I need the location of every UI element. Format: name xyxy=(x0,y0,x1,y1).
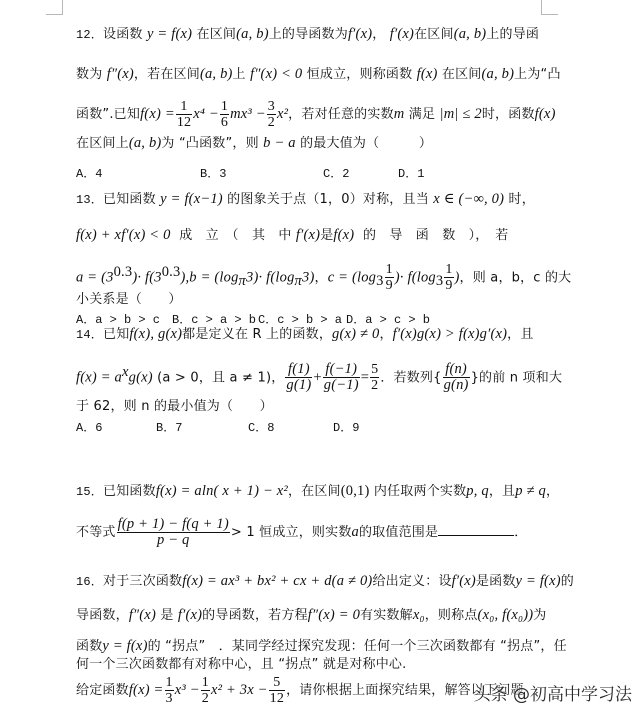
denominator: g(n) xyxy=(443,377,469,394)
math: f″(x) xyxy=(128,607,156,623)
math: f′(x) xyxy=(451,573,476,589)
text: 小关系是（ ） xyxy=(76,292,182,307)
math: x² + 3x − xyxy=(210,682,268,698)
math: f′(x) xyxy=(177,607,203,623)
denominator: 2 xyxy=(201,691,209,706)
math: b = (log xyxy=(189,269,239,286)
question-number: 12． xyxy=(76,28,104,42)
q13-line1 xyxy=(76,191,535,208)
math: x ∈ (−∞, 0) xyxy=(433,191,505,207)
denominator: 12 xyxy=(176,115,192,130)
text: 于 62，则 n 的最小值为（ ） xyxy=(76,399,273,414)
numerator: 1 xyxy=(445,262,453,278)
numerator: 1 xyxy=(220,99,229,114)
math: y = f(x) xyxy=(102,638,148,654)
page-corner-mark-right xyxy=(541,0,558,15)
option-a[interactable]: A．4 xyxy=(76,167,103,181)
option-c[interactable]: C．2 xyxy=(323,167,350,181)
fraction xyxy=(201,675,210,706)
subscript: π xyxy=(238,272,247,289)
text: 时，函数 xyxy=(481,107,535,122)
math: )· f(log xyxy=(394,269,436,286)
denominator: 9 xyxy=(445,278,453,294)
q16-line4 xyxy=(76,657,406,673)
q15-line1 xyxy=(76,483,559,500)
math: a xyxy=(351,524,359,540)
text: ，若在区间 xyxy=(133,67,200,82)
text: ， xyxy=(545,484,560,499)
text: ． xyxy=(514,525,528,540)
math: (a, b) xyxy=(453,26,487,42)
q13-line2 xyxy=(76,227,508,244)
math: f′(x) xyxy=(347,26,373,42)
question-number: 16． xyxy=(76,575,104,589)
math: x⁴ − xyxy=(193,106,219,122)
exponent: 0.3 xyxy=(161,264,181,280)
text: 的取值范围是 xyxy=(358,525,439,540)
option-b[interactable]: B．3 xyxy=(200,167,227,181)
text: 为 “凸函数”，则 xyxy=(161,136,259,151)
math: (a, b) xyxy=(481,66,515,82)
text: }的前 n 项和大 xyxy=(470,370,563,386)
numerator: 1 xyxy=(165,675,173,690)
subscript: π xyxy=(294,272,302,289)
option-a[interactable]: A．6 xyxy=(76,421,103,435)
text: 是函数 xyxy=(475,574,516,589)
math: g(x) xyxy=(128,369,153,386)
numerator: 1 xyxy=(385,262,393,278)
math: m xyxy=(393,106,405,122)
q14-line3 xyxy=(76,399,273,415)
text: 上 xyxy=(232,67,246,82)
numerator: f(n) xyxy=(443,362,470,378)
text: 函数 xyxy=(76,639,103,654)
math: 3)· f(log xyxy=(246,269,295,286)
math: mx³ − xyxy=(230,106,266,122)
math: (a, b) xyxy=(236,26,269,42)
math: p ≠ q xyxy=(515,483,546,499)
option-c[interactable]: C．8 xyxy=(248,421,275,435)
text: 的 “拐点” ．某同学经过探究发现：任何一个三次函数都有 “拐点”，任 xyxy=(147,639,567,654)
option-d[interactable]: D．9 xyxy=(333,421,360,435)
math: f(x) = xyxy=(128,682,164,698)
denominator: 2 xyxy=(371,378,379,394)
q12-line4 xyxy=(76,135,432,152)
option-d[interactable]: D．1 xyxy=(398,167,425,181)
math: y = f(x) xyxy=(146,26,193,42)
text: ， xyxy=(379,327,393,342)
text: 有实数解 xyxy=(360,608,413,623)
math: f″(x) < 0 xyxy=(250,66,303,82)
q12-line3 xyxy=(76,96,556,133)
text: 成 立 （ 其 中 xyxy=(179,228,292,243)
text: 对于三次函数 xyxy=(103,574,183,589)
text: 内任取两个实数 xyxy=(373,484,467,499)
numerator: f(p + 1) − f(q + 1) xyxy=(117,516,229,532)
math: f′(x)g(x) > f(x)g′(x) xyxy=(392,326,508,342)
math: f(x) = aln( x + 1) − x² xyxy=(155,483,288,499)
q12-line2 xyxy=(76,66,561,83)
math: f(x) = ax³ + bx² + cx + d(a ≠ 0) xyxy=(182,573,373,589)
text: 不等式 xyxy=(76,525,116,540)
text: 已知函数 xyxy=(103,192,156,207)
math: y = f(x−1) xyxy=(160,191,223,207)
numerator: 1 xyxy=(201,675,209,690)
denominator: 2 xyxy=(267,115,275,130)
question-number: 15． xyxy=(76,485,104,499)
fraction xyxy=(285,362,312,393)
text: ， xyxy=(314,270,328,286)
text: 已知 xyxy=(103,327,130,342)
math: f(x), g(x) xyxy=(129,326,183,342)
fraction xyxy=(269,675,285,706)
q16-line2 xyxy=(76,607,547,624)
math: (a, b) xyxy=(128,135,162,151)
text: 在区间 xyxy=(441,67,482,82)
math: c = (log xyxy=(327,269,377,286)
option-c[interactable]: C．c > b > a xyxy=(258,313,343,327)
math: (x₀, f(x₀)) xyxy=(477,607,534,623)
fraction xyxy=(117,517,230,548)
q13-line4 xyxy=(76,292,182,308)
text: 是 xyxy=(160,608,174,623)
math: f(x) xyxy=(534,106,556,122)
fraction xyxy=(176,99,192,130)
question-number: 14． xyxy=(76,328,104,342)
subscript: 3 xyxy=(376,272,384,289)
fraction xyxy=(444,262,453,293)
fraction xyxy=(267,99,276,130)
fraction xyxy=(385,262,394,293)
option-b[interactable]: B．7 xyxy=(156,421,183,435)
math: y = f(x) xyxy=(515,573,561,589)
numerator: 5 xyxy=(371,362,379,378)
math: b − a xyxy=(263,135,296,151)
subscript: 3 xyxy=(435,272,444,289)
math: )· f(3 xyxy=(132,269,162,286)
text: ，且 xyxy=(488,484,516,499)
math: = xyxy=(360,369,370,386)
math: + xyxy=(313,369,322,386)
text: ．若数列{ xyxy=(380,370,442,386)
text: ，则称点 xyxy=(424,608,478,623)
text: 何一个三次函数都有对称中心，且 “拐点” 就是对称中心. xyxy=(76,657,407,672)
fraction xyxy=(165,675,174,706)
text: 的导函数，若方程 xyxy=(202,608,308,623)
text: 在区间上 xyxy=(76,136,129,151)
option-d[interactable]: D．a > c > b xyxy=(346,313,431,327)
text: 的最大值为（ ） xyxy=(300,136,433,151)
math: g(x) ≠ 0 xyxy=(332,326,380,342)
option-a[interactable]: A．a > b > c xyxy=(76,313,161,327)
text: ，在区间 xyxy=(287,484,341,499)
fraction xyxy=(370,362,379,393)
math: x³ − xyxy=(174,682,200,698)
text: 在区间 xyxy=(414,27,454,42)
math: a = (3 xyxy=(76,269,114,286)
text: 为 xyxy=(533,608,547,623)
math: ), xyxy=(180,269,190,286)
q16-line1 xyxy=(76,573,574,590)
answer-blank[interactable] xyxy=(438,523,514,536)
text: 函数”.已知 xyxy=(76,107,141,122)
text: 的 导 函 数 ）， 若 xyxy=(363,228,509,243)
math: f(x) xyxy=(416,66,438,82)
numerator: f(1) xyxy=(285,362,312,378)
text: 满足 xyxy=(408,107,436,122)
numerator: f(−1) xyxy=(323,362,360,378)
denominator: 6 xyxy=(220,115,229,130)
text: 的 xyxy=(560,574,574,589)
math: f(x) = a xyxy=(76,369,123,386)
q16-line5 xyxy=(76,672,524,709)
q14-line1 xyxy=(76,326,534,343)
denominator: 12 xyxy=(269,691,285,706)
fraction xyxy=(443,362,470,393)
text: 已知函数 xyxy=(103,484,156,499)
text: 给出定义：设 xyxy=(372,574,452,589)
math: (a, b) xyxy=(199,66,233,82)
text: 上的导函 xyxy=(486,27,540,42)
math: |m| ≤ 2 xyxy=(439,106,482,122)
page-corner-mark-left xyxy=(46,0,63,15)
denominator: p − q xyxy=(156,532,190,548)
text: ，请你根据上面探究结果，解答以下问题 xyxy=(286,683,524,698)
numerator: 1 xyxy=(176,99,192,115)
text: 恒成立，则称函数 xyxy=(306,67,413,82)
math: (0,1) xyxy=(340,483,370,499)
math: f″(x) = 0 xyxy=(307,607,361,623)
text: ， xyxy=(372,27,386,42)
math: f(x) + xf′(x) < 0 xyxy=(76,227,171,243)
text: 上为“凸 xyxy=(514,67,561,82)
q16-line3 xyxy=(76,638,567,655)
text: > 1 恒成立，则实数 xyxy=(230,525,352,540)
numerator: 3 xyxy=(267,99,275,114)
text: 的图象关于点（1，0）对称，且当 xyxy=(227,192,429,207)
option-b[interactable]: B．c > a > b xyxy=(172,313,257,327)
text: 设函数 xyxy=(103,27,143,42)
math: f′(x) xyxy=(295,227,321,243)
exponent: x xyxy=(122,364,129,380)
text: 时， xyxy=(508,192,535,207)
fraction xyxy=(220,99,229,130)
text: 是 xyxy=(320,228,334,243)
text: 都是定义在 R 上的函数， xyxy=(182,327,333,342)
text: ，且 xyxy=(507,327,534,342)
denominator: 3 xyxy=(165,691,173,706)
denominator: g(1) xyxy=(286,377,312,394)
q14-line2 xyxy=(76,354,562,396)
q12-line1 xyxy=(76,26,539,43)
math: x² xyxy=(276,106,289,122)
text: (a > 0，且 a ≠ 1)， xyxy=(157,370,285,386)
math: 3) xyxy=(302,269,315,286)
math: f(x) xyxy=(333,227,355,243)
math: f(x) = xyxy=(140,106,175,122)
math: p, q xyxy=(466,483,489,499)
numerator: 5 xyxy=(269,675,285,691)
q15-line2 xyxy=(76,512,527,553)
watermark: 头条 @初高中学习法 xyxy=(473,685,632,705)
text: 数为 xyxy=(76,67,103,82)
math: f′(x) xyxy=(389,26,415,42)
math: x₀ xyxy=(412,607,425,623)
math: ) xyxy=(454,269,460,286)
exponent: 0.3 xyxy=(113,264,133,280)
question-number: 13． xyxy=(76,193,104,207)
text: ，则 a，b，c 的大 xyxy=(459,270,572,286)
text: 上的导函数为 xyxy=(268,27,348,42)
text: 导函数， xyxy=(76,608,129,623)
denominator: g(−1) xyxy=(323,377,359,394)
text: 在区间 xyxy=(196,27,237,42)
text: 给定函数 xyxy=(76,683,129,698)
math: f″(x) xyxy=(106,66,134,82)
fraction xyxy=(323,362,360,393)
denominator: 9 xyxy=(385,278,393,294)
text: ，若对任意的实数 xyxy=(288,107,394,122)
